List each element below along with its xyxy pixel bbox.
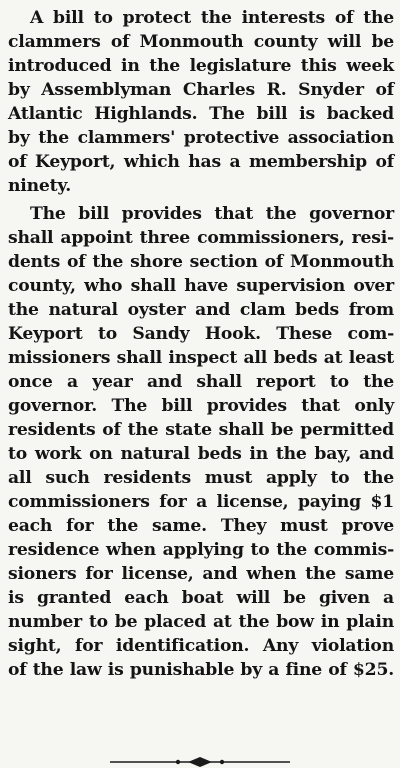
text-line: shall appoint three commissioners, resi-	[8, 228, 394, 248]
text-line: commissioners for a license, paying $1	[8, 492, 394, 512]
text-line: county, who shall have supervision over	[8, 276, 394, 296]
text-line: once a year and shall report to the	[8, 372, 394, 392]
text-line: to work on natural beds in the bay, and	[8, 444, 394, 464]
text-line: Keyport to Sandy Hook. These com-	[8, 324, 394, 344]
text-line: A bill to protect the interests of the	[30, 8, 394, 28]
text-line: sight, for identification. Any violation	[8, 636, 394, 656]
text-line: all such residents must apply to the	[8, 468, 394, 488]
text-line: governor. The bill provides that only	[8, 396, 394, 416]
text-line: is granted each boat will be given a	[8, 588, 394, 608]
text-line: each for the same. They must prove	[8, 516, 394, 536]
text-line: Atlantic Highlands. The bill is backed	[8, 104, 394, 124]
paragraph-2	[8, 202, 394, 682]
text-line: of Keyport, which has a membership of	[8, 152, 394, 172]
text-line: missioners shall inspect all beds at least	[8, 348, 394, 368]
text-line: the natural oyster and clam beds from	[8, 300, 394, 320]
text-line: clammers of Monmouth county will be	[8, 32, 394, 52]
text-line: of the law is punishable by a fine of $25.	[8, 660, 394, 680]
text-line: residents of the state shall be permitted	[8, 420, 394, 440]
rule-ornament-icon	[108, 756, 292, 768]
text-line: The bill provides that the governor	[30, 204, 394, 224]
article-body	[8, 6, 394, 682]
text-line: by Assemblyman Charles R. Snyder of	[8, 80, 394, 100]
text-line: introduced in the legislature this week	[8, 56, 394, 76]
text-line: sioners for license, and when the same	[8, 564, 394, 584]
text-line: dents of the shore section of Monmouth	[8, 252, 394, 272]
text-line: by the clammers' protective association	[8, 128, 394, 148]
text-line: residence when applying to the commis-	[8, 540, 394, 560]
text-line: ninety.	[8, 176, 71, 196]
text-line: number to be placed at the bow in plain	[8, 612, 394, 632]
paragraph-1	[8, 6, 394, 198]
